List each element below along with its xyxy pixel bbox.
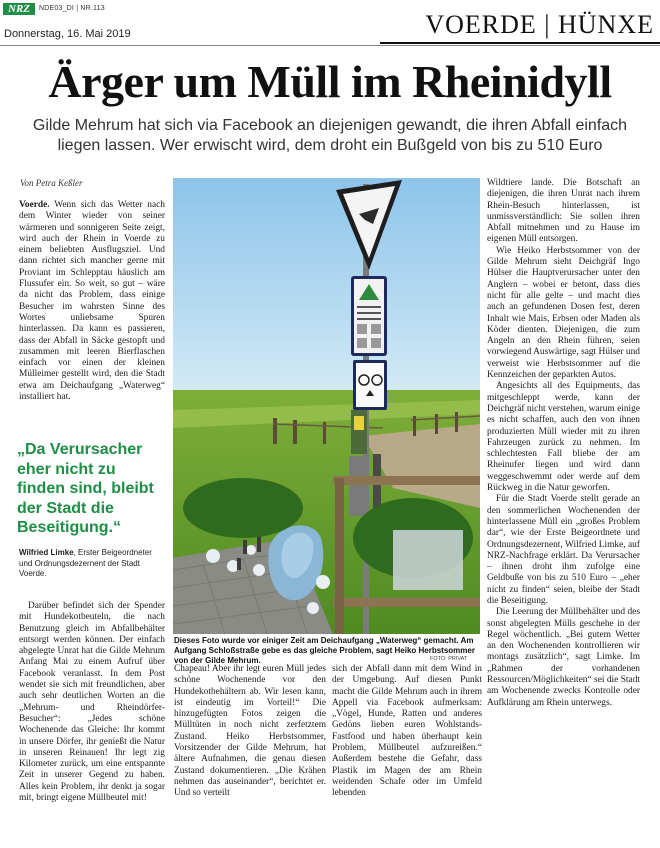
paragraph: Wie Heiko Herbstsommer von der Gilde Mehrum sieht Deichgräf Ingo Hülser die Hauptverursacher unter den Anglern – wobei er betont, dass dies nicht für alle gelte – und macht dies auch an gefundenen Dosen fest, deren Inhalt wie Mais, Erbsen oder Maden als Köder dienten. Diejenigen, die zum Angeln an den Rhein führen, seien vorwiegend Auswärtige, sagt Hülser und verweist wie Herbstsommer auf die Kennzeichen der geparkten Autos.: [487, 245, 640, 381]
paragraph: Wildtiere lande. Die Botschaft an diejenigen, die ihren Unrat nach ihrem Rhein-Besuch hinterlassen, ist unmissverständlich: Sie sollen ihren Abfall mitnehmen und zu Hause im eigenen Müll entsorgen.: [487, 178, 640, 245]
column-4: [487, 178, 640, 709]
paragraph: Die Leerung der Müllbehälter und des sonst abgelegten Mülls geschehe in der Regel wöchentlich. „Bei gutem Wetter an den Wochenenden kontrollieren wir montags zusätzlich“, sagt Limke. Im „Rahmen der vorhandenen Ressourcen/Möglichkeiten“ sei die Stadt am Wochenende zwecks Kontrolle oder Aufklärung am Rhein unterwegs.: [487, 607, 640, 708]
paragraph: Angesichts all des Equipments, das mitgeschleppt werde, kann der Deichgräf nicht verstehen, warum einige es nicht schaffen, auch den von ihnen produzierten Müll wieder mit zu ihren Fahrzeugen zurück zu nehmen. Im schlechtesten Fall bliebe der am Rheinufer liegen und wird dann weggeschwemmt oder werde auf dem Rückweg in die Natur geworfen.: [487, 381, 640, 494]
paragraph: Wenn sich das Wetter nach dem Winter wieder von seiner wärmeren und sonnigeren Seite zeigt, wird auch der Rhein in Voerde zu einem beliebten Ausflugsziel. Und dann richtet sich mancher gerne mit Proviant im Schlepptau häuslich am Flussufer ein. So weit, so gut – wäre da nicht das Problem, dass einige Besucher im wahrsten Sinne des Wortes unliebsame Spuren hinterlassen. Da kann es passieren, dass der Abfall in Säcke gestopft und zusammen mit leeren Bierflaschen einfach vor einen der kleinen Mülleimer gestellt wird, den die Stadt etwa am Deichaufgang „Waterweg“ installiert hat.: [19, 200, 165, 403]
quote-role: , Erster Beigeordneter und Ordnungsdezernent der Stadt Voerde.: [19, 548, 152, 578]
section-title: VOERDE | HÜNXE: [425, 10, 654, 39]
photo-credit: FOTO: PRIVAT: [430, 656, 468, 662]
paragraph: sich der Abfall dann mit dem Wind in der Umgebung. Auf diesen Punkt macht die Gilde Mehrum auch in ihrem Appell via Facebook aufmerksam: „Vögel, Hunde, Ratten und anderes Gedöns lieben euren Wohlstands-Fastfood und haben überhaupt kein Problem, Müllbeutel aufzureißen.“ Außerdem bestehe die Gefahr, dass Plastik im Magen der am Rhein weidenden Schafe oder im Umfeld lebenden: [332, 664, 482, 799]
article-photo: [173, 178, 480, 634]
column-1-top: [19, 200, 165, 403]
paragraph: Für die Stadt Voerde stellt gerade an den sommerlichen Wochenenden der hinterlassene Müll ein „großes Problem dar“, wie der Erste Beigeordnete und Ordnungsdezernent, Wilfried Limke, auf NRZ-Nachfrage erklärt. Da Verursacher – ihnen droht ihm zufolge eine Geldbuße von bis zu 510 Euro – „eher nicht zu finden“ seien, bleibe der Stadt die Beseitigung.: [487, 494, 640, 606]
header-rule: [0, 45, 660, 46]
quote-attribution: [19, 548, 167, 580]
section-underline: [380, 42, 660, 44]
issue-date: Donnerstag, 16. Mai 2019: [4, 28, 131, 40]
column-1-bottom: [19, 601, 165, 804]
headline: Ärger um Müll im Rheinidyll: [48, 56, 612, 107]
photo-caption: Dieses Foto wurde vor einiger Zeit am Deichaufgang „Waterweg“ gemacht. Am Aufgang Schloßstraße gebe es das gleiche Problem, sagt Heiko Herbstsommer von der Gilde Mehrum.: [174, 636, 475, 665]
edition-number: NDE03_DI | NR.113: [39, 5, 105, 12]
subheadline: Gilde Mehrum hat sich via Facebook an diejenigen gewandt, die ihren Abfall einfach liegen lassen. Wer erwischt wird, dem droht ein Bußgeld von bis zu 510 Euro: [32, 117, 628, 154]
byline: Von Petra Keßler: [20, 178, 83, 188]
pull-quote: „Da Verursacher eher nicht zu finden sind, bleibt der Stadt die Beseitigung.“: [17, 441, 154, 536]
quote-author: Wilfried Limke: [19, 548, 74, 557]
paragraph: Chapeau! Aber ihr legt euren Müll jedes schöne Wochenende vor den Hundekotbehältern ab. Wir lesen kann, ist eindeutig im Vorteil!“ Die hinzugefügten Fotos zeigen die Mülltüten in noch nicht zerfetztem Zustand. Heiko Herbstsommer, Vorsitzender der Gilde Mehrum, hat ältere Aufnahmen, die genau diesen Zustand dokumentieren. „Die Krähen nehmen das auseinander“, berichtet er. Und so verteilt: [174, 664, 326, 799]
column-2: [174, 664, 326, 800]
paragraph: Darüber befindet sich der Spender mit Hundekotbeuteln, die nach Benutzung gleich im Abfallbehälter entsorgt werden können. Der einfach abgelegte Unrat hat die Gilde Mehrum Anfang Mai zu einem Aufruf über Facebook veranlasst. In dem Post wendet sie sich mit freundlichen, aber auch sehr deutlichen Worten an die „Mehrum- und Rheindörfer-Besucher“: „Jedes schöne Wochenende das Gleiche: Ihr kommt in unsere Dörfer, ihr genießt die Natur in unseren Reinauen! Ihr legt zig Kilometer zurück, um eine entspannte Zeit in unserer Gegend zu haben. Alles kein Problem, ihr denkt ja sogar mit, bringt eigene Müllbeutel mit!: [19, 601, 165, 804]
nrz-logo: NRZ: [3, 3, 35, 15]
column-3: [332, 664, 482, 800]
dateline: Voerde.: [19, 200, 50, 210]
